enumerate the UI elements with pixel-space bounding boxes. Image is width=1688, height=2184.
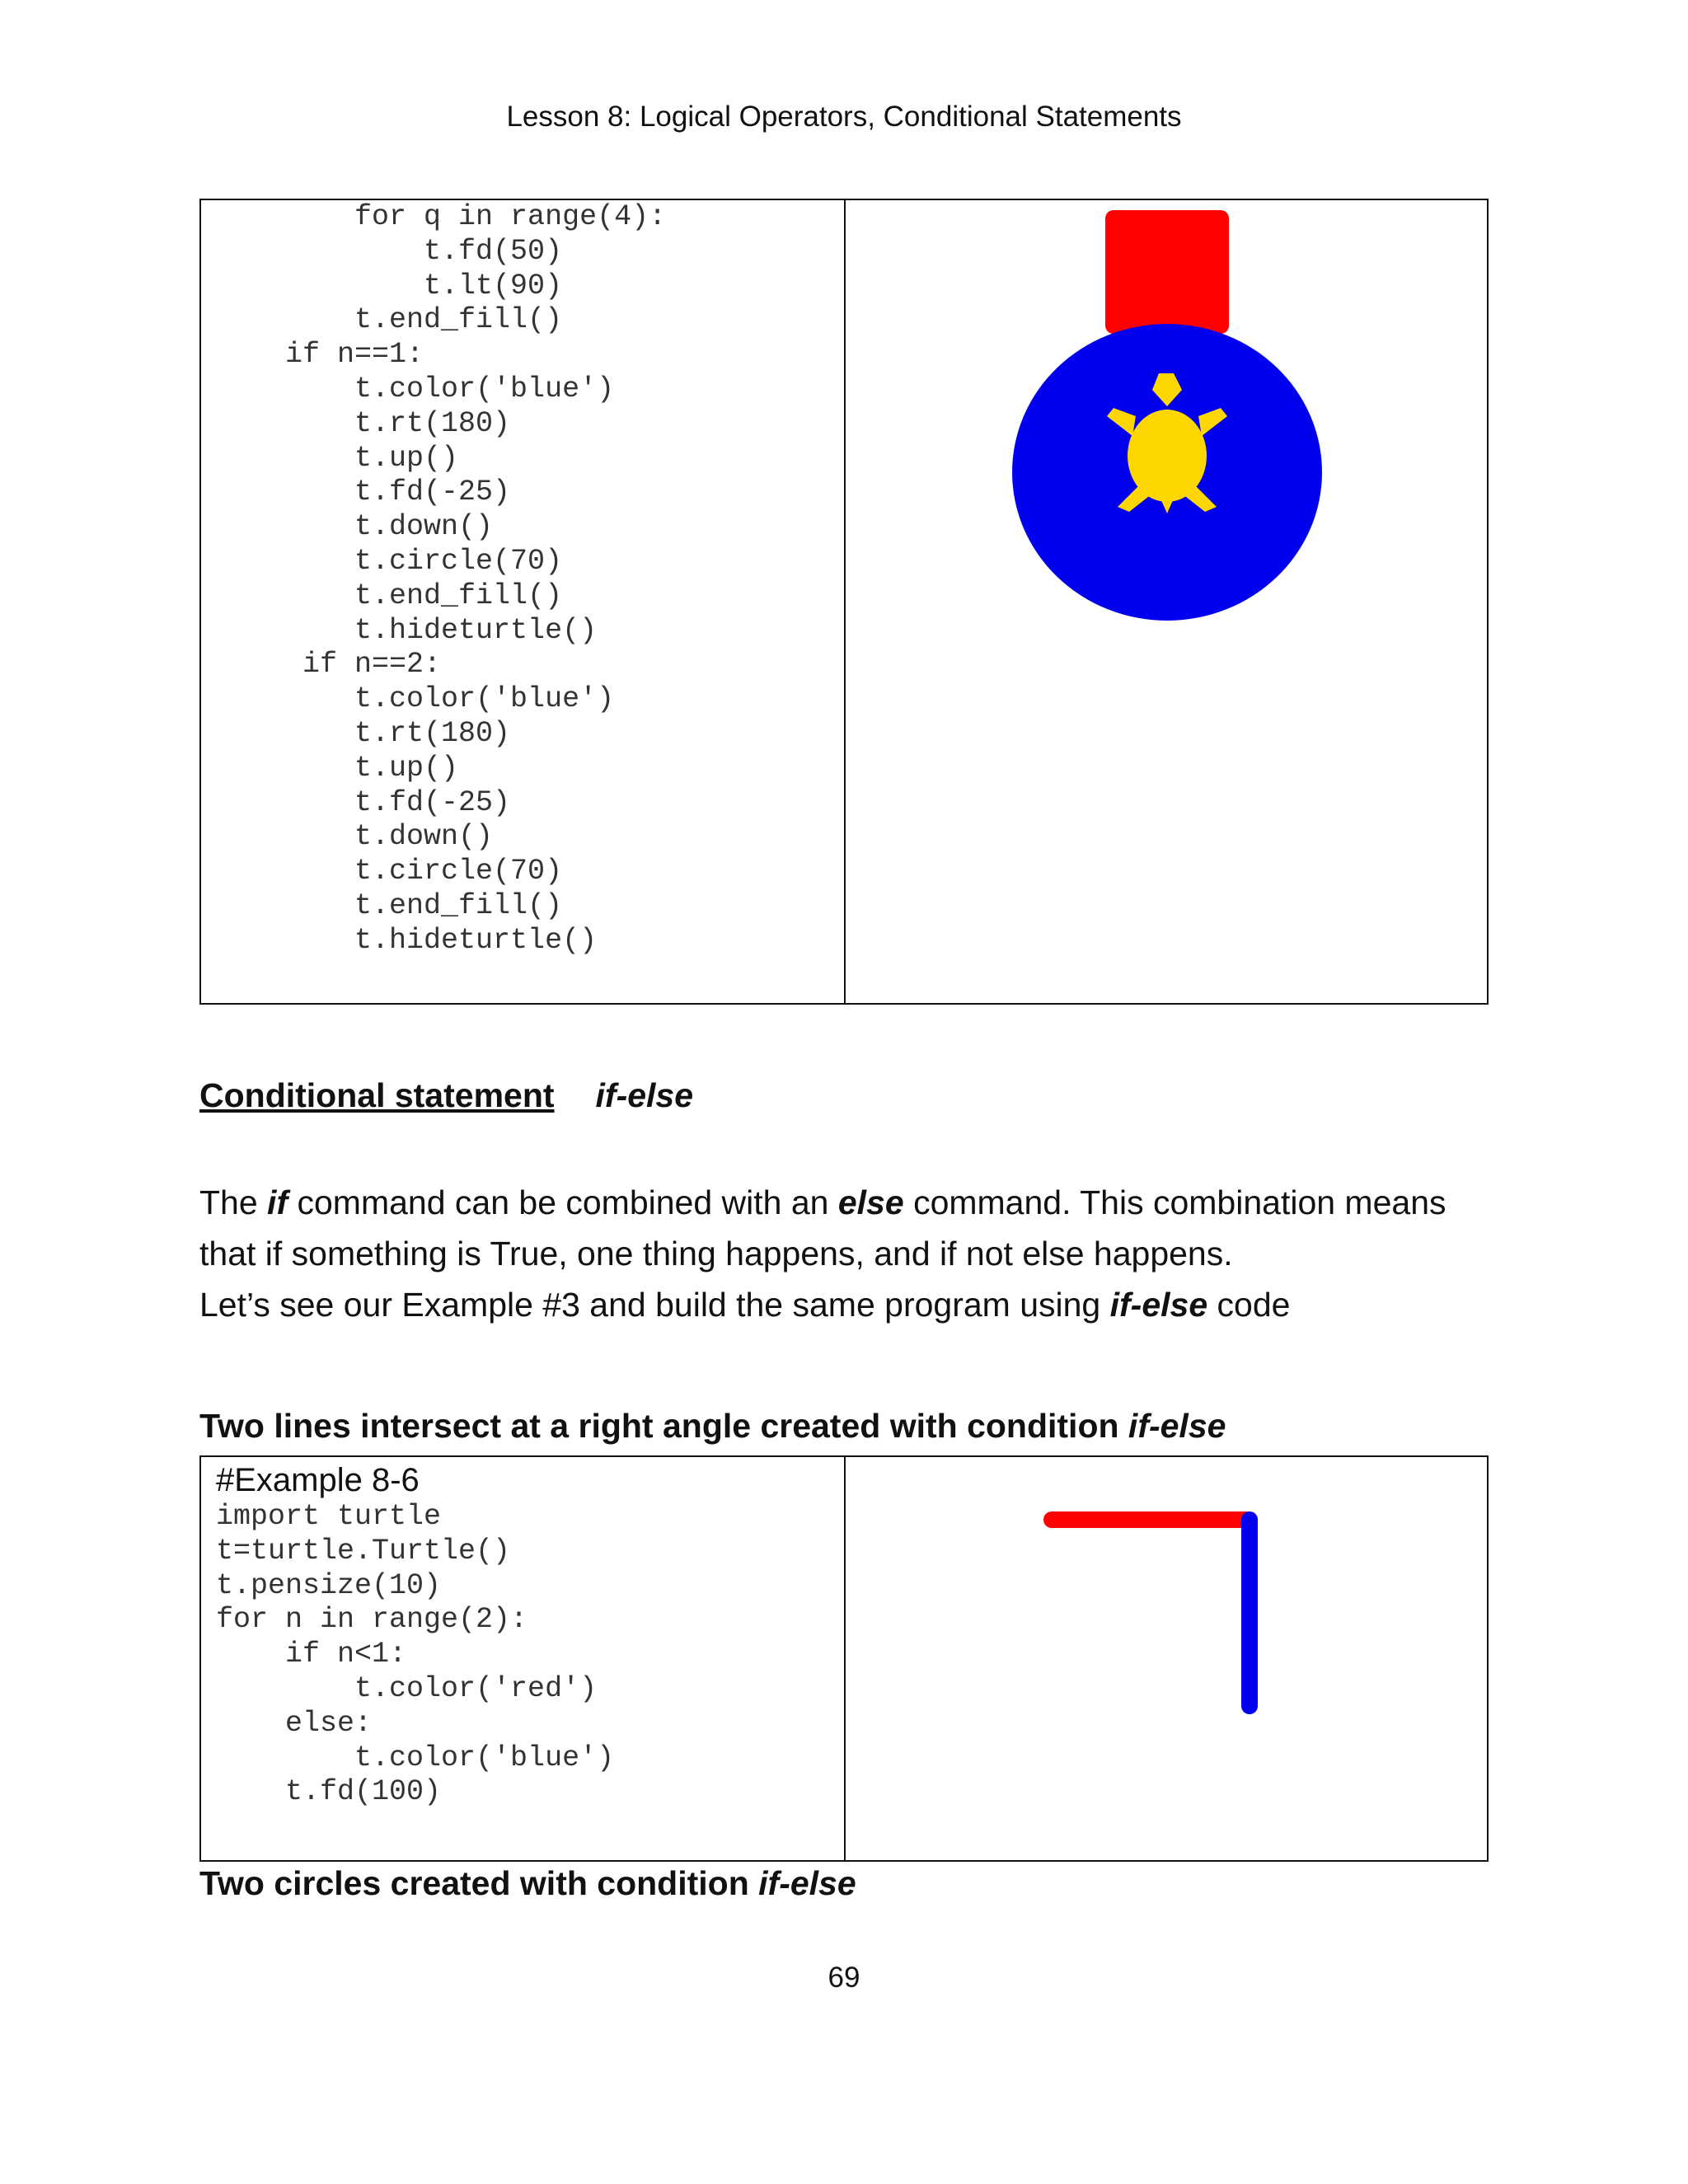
code-line: t.down()	[216, 510, 494, 544]
code-cell	[201, 200, 846, 1003]
code-line: t.circle(70)	[216, 855, 563, 888]
code-line: t.up()	[216, 751, 459, 785]
red-square	[1105, 210, 1229, 334]
code-line: t.color('blue')	[216, 1741, 615, 1774]
section-heading	[199, 1076, 693, 1115]
code-line: t.end_fill()	[216, 888, 563, 922]
code-line: t.circle(70)	[216, 544, 563, 578]
code-line: for n in range(2):	[216, 1603, 528, 1637]
code-line: import turtle	[216, 1500, 442, 1533]
code-line: t.fd(50)	[216, 234, 563, 268]
section-heading-keyword: if-else	[595, 1076, 694, 1114]
keyword-if: if	[267, 1183, 288, 1221]
keyword-else: else	[837, 1183, 904, 1221]
output-cell	[846, 1457, 1487, 1860]
figure-caption-1: Two lines intersect at a right angle created with condition if-else	[199, 1407, 1226, 1445]
body-paragraph: The if command can be combined with an else command. This combination means that if something is True, one thing happens, and if not else happens. Let’s see our Example #3 and build the same program using if-else code	[199, 1183, 1447, 1324]
code-line: t.hideturtle()	[216, 923, 598, 957]
running-header: Lesson 8: Logical Operators, Conditional Statements	[506, 101, 1182, 133]
code-line: t.color('blue')	[216, 682, 615, 716]
keyword-if-else: if-else	[1109, 1286, 1208, 1324]
code-line: t.rt(180)	[216, 716, 511, 750]
figure-caption-2: Two circles created with condition if-else	[199, 1864, 856, 1902]
code-line: if n==2:	[216, 648, 442, 682]
code-line: t.color('blue')	[216, 372, 615, 405]
output-cell	[846, 200, 1487, 1003]
example-title: #Example 8-6	[216, 1462, 420, 1498]
code-line: t.color('red')	[216, 1671, 598, 1705]
code-line: if n<1:	[216, 1638, 407, 1671]
code-line: t.lt(90)	[216, 269, 563, 302]
section-heading-text: Conditional statement	[199, 1076, 555, 1114]
code-line: t.end_fill()	[216, 303, 563, 337]
code-line: t.fd(-25)	[216, 785, 511, 819]
code-output-table-1	[199, 199, 1489, 1005]
code-block	[216, 1500, 614, 1810]
code-line: t.fd(100)	[216, 1775, 442, 1809]
code-line: t.up()	[216, 441, 459, 475]
code-line: t.pensize(10)	[216, 1568, 442, 1602]
right-angle-lines-figure	[846, 1457, 1489, 1860]
code-line: if n==1:	[216, 338, 424, 372]
page-number: 69	[828, 1961, 860, 1994]
code-line: else:	[216, 1706, 373, 1740]
code-line: t.down()	[216, 820, 494, 854]
code-cell	[201, 1457, 846, 1860]
code-line: t.hideturtle()	[216, 613, 598, 647]
code-line: t.end_fill()	[216, 579, 563, 612]
code-line: t.rt(180)	[216, 406, 511, 440]
code-line: t.fd(-25)	[216, 476, 511, 509]
turtle-output-figure	[846, 200, 1489, 1003]
code-line: for q in range(4):	[216, 200, 667, 233]
code-line: t=turtle.Turtle()	[216, 1534, 511, 1568]
code-block	[216, 200, 666, 958]
code-output-table-2	[199, 1455, 1489, 1862]
